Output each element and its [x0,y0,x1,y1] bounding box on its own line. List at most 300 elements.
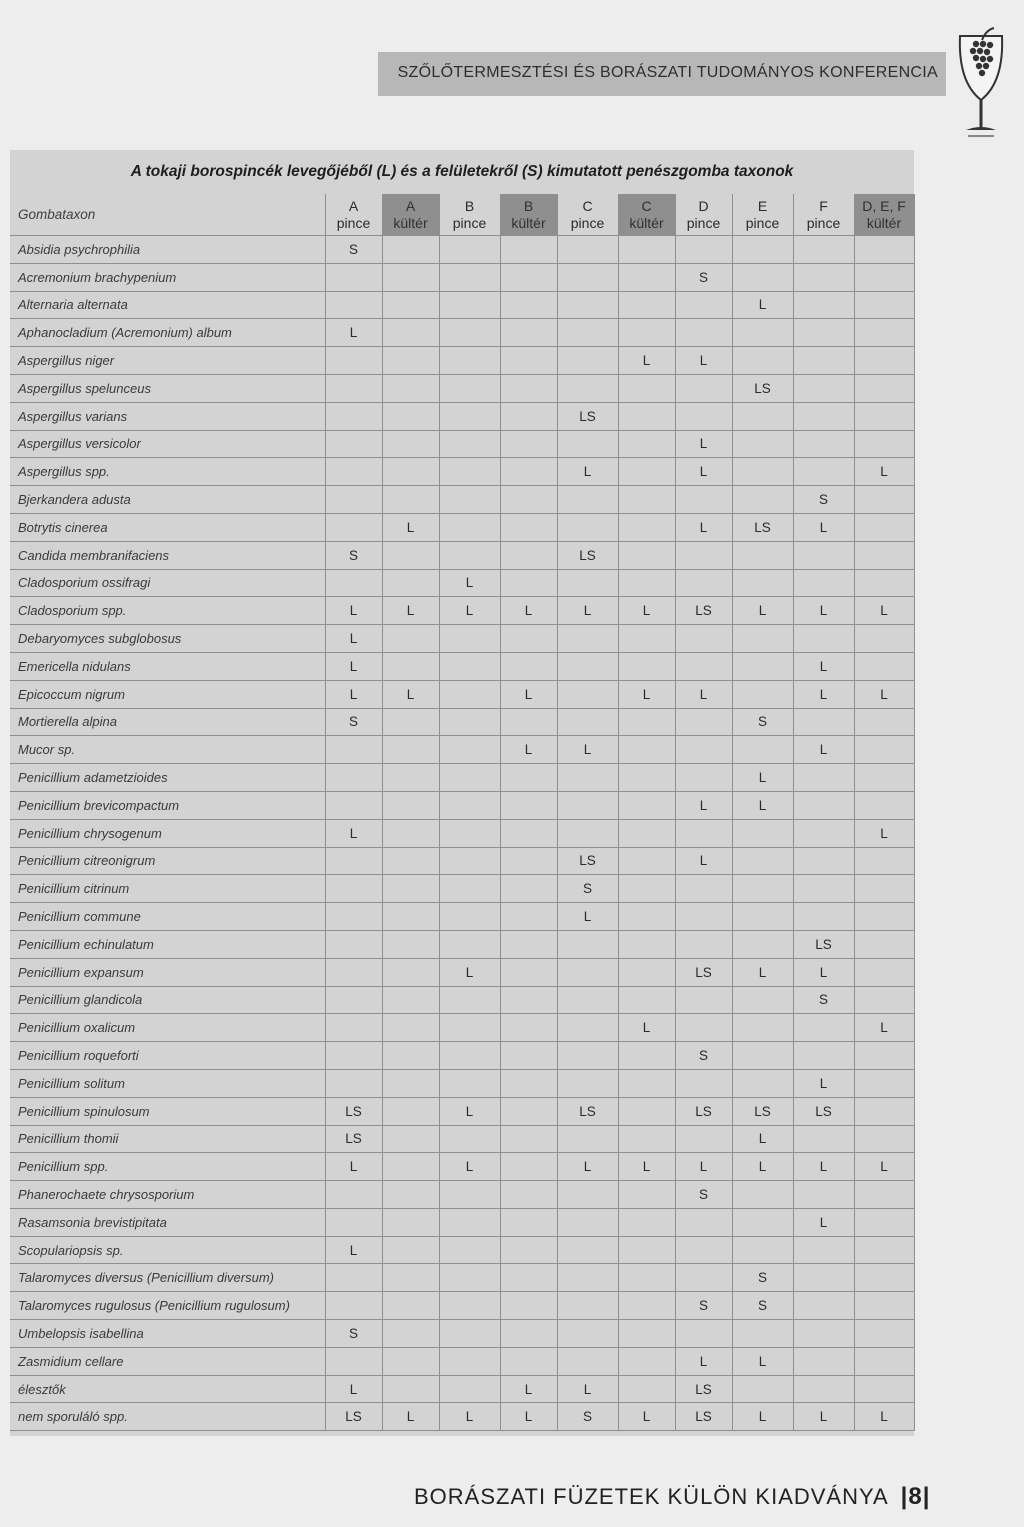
occurrence-cell [793,291,854,319]
column-header [854,194,914,236]
occurrence-cell [325,1042,382,1070]
occurrence-cell [732,625,793,653]
table-row [10,1181,914,1209]
occurrence-cell [675,875,732,903]
occurrence-cell [618,430,675,458]
table-row [10,652,914,680]
occurrence-cell [732,347,793,375]
occurrence-cell: S [557,1403,618,1431]
occurrence-cell [618,319,675,347]
occurrence-cell: L [675,513,732,541]
occurrence-cell: L [675,680,732,708]
occurrence-cell [675,625,732,653]
occurrence-cell: S [675,1292,732,1320]
occurrence-cell [439,903,500,931]
table-row [10,1042,914,1070]
occurrence-cell [325,903,382,931]
occurrence-cell [793,1125,854,1153]
taxon-name: Penicillium oxalicum [10,1014,325,1042]
occurrence-cell: LS [732,513,793,541]
occurrence-cell: L [325,319,382,347]
table-row [10,1014,914,1042]
occurrence-cell [382,402,439,430]
occurrence-cell [382,736,439,764]
occurrence-cell [675,652,732,680]
table-row [10,597,914,625]
occurrence-cell [793,1375,854,1403]
occurrence-cell [793,1320,854,1348]
occurrence-cell [500,1347,557,1375]
occurrence-cell: LS [793,1097,854,1125]
occurrence-cell [618,513,675,541]
occurrence-cell [675,708,732,736]
occurrence-cell: S [325,708,382,736]
taxon-name: Penicillium spp. [10,1153,325,1181]
occurrence-cell: L [557,903,618,931]
taxon-name: Penicillium expansum [10,958,325,986]
occurrence-cell: L [793,1153,854,1181]
occurrence-cell [793,791,854,819]
occurrence-cell [325,430,382,458]
column-header-site: B [464,197,475,214]
occurrence-cell [557,1320,618,1348]
occurrence-cell [500,374,557,402]
taxon-name: Epicoccum nigrum [10,680,325,708]
occurrence-cell: L [557,1375,618,1403]
table-row [10,263,914,291]
publication-name: BORÁSZATI FÜZETEK KÜLÖN KIADVÁNYA [414,1484,888,1509]
occurrence-cell [854,486,914,514]
occurrence-cell [382,791,439,819]
occurrence-cell [382,875,439,903]
occurrence-cell [382,625,439,653]
occurrence-cell [854,347,914,375]
occurrence-cell [618,1097,675,1125]
occurrence-cell [793,236,854,264]
column-header-site: D [698,197,709,214]
occurrence-cell: L [557,458,618,486]
occurrence-cell [793,1014,854,1042]
column-header-location: pince [570,214,605,231]
occurrence-cell [439,930,500,958]
table-row [10,736,914,764]
occurrence-cell [618,1208,675,1236]
occurrence-cell [325,458,382,486]
occurrence-cell: L [675,847,732,875]
page-number: |8| [900,1483,931,1510]
occurrence-cell [854,291,914,319]
occurrence-cell [732,1042,793,1070]
occurrence-cell: L [500,597,557,625]
occurrence-cell: L [793,652,854,680]
occurrence-cell [382,1069,439,1097]
column-header-location: kültér [866,214,902,231]
occurrence-cell [439,236,500,264]
occurrence-cell [557,680,618,708]
fungal-taxa-table [10,150,914,1436]
occurrence-cell [439,263,500,291]
occurrence-cell [500,1153,557,1181]
occurrence-cell [618,708,675,736]
taxon-name: Mucor sp. [10,736,325,764]
occurrence-cell: S [325,236,382,264]
table-row [10,319,914,347]
taxon-name: Scopulariopsis sp. [10,1236,325,1264]
occurrence-cell [439,764,500,792]
occurrence-cell [557,319,618,347]
occurrence-cell [732,819,793,847]
occurrence-cell [854,986,914,1014]
occurrence-cell [675,1014,732,1042]
occurrence-cell [854,1208,914,1236]
occurrence-cell [793,458,854,486]
occurrence-cell [500,708,557,736]
occurrence-cell [732,986,793,1014]
column-header-site: C [582,197,593,214]
occurrence-cell [793,764,854,792]
occurrence-cell: LS [325,1097,382,1125]
occurrence-cell: L [325,680,382,708]
occurrence-cell [439,1236,500,1264]
occurrence-cell [854,652,914,680]
occurrence-cell [557,791,618,819]
occurrence-cell: L [557,597,618,625]
occurrence-cell [439,847,500,875]
occurrence-cell [854,1069,914,1097]
occurrence-cell [500,458,557,486]
occurrence-cell [500,1042,557,1070]
taxon-name: Mortierella alpina [10,708,325,736]
occurrence-cell [618,986,675,1014]
taxon-name: Penicillium citreonigrum [10,847,325,875]
column-header-taxon: Gombataxon [10,194,325,236]
occurrence-cell [500,1014,557,1042]
occurrence-cell [854,236,914,264]
taxon-name: Zasmidium cellare [10,1347,325,1375]
column-header-location: pince [336,214,371,231]
occurrence-cell [382,1153,439,1181]
occurrence-cell [325,1264,382,1292]
table-row [10,1264,914,1292]
occurrence-cell [732,1208,793,1236]
occurrence-cell [854,1042,914,1070]
taxon-name: Acremonium brachypenium [10,263,325,291]
occurrence-cell [500,1208,557,1236]
occurrence-cell [793,402,854,430]
occurrence-cell [618,541,675,569]
table-row [10,1097,914,1125]
occurrence-cell [439,1208,500,1236]
occurrence-cell [439,875,500,903]
table-row [10,541,914,569]
occurrence-cell [557,1264,618,1292]
occurrence-cell [500,1320,557,1348]
occurrence-cell [618,458,675,486]
occurrence-cell [854,1181,914,1209]
column-header [618,194,675,236]
occurrence-cell [382,1320,439,1348]
occurrence-cell: L [439,1153,500,1181]
occurrence-cell: L [854,1153,914,1181]
occurrence-cell [382,986,439,1014]
table-row [10,402,914,430]
occurrence-cell [732,847,793,875]
occurrence-cell: L [382,597,439,625]
occurrence-cell [618,847,675,875]
occurrence-cell: L [854,458,914,486]
occurrence-cell [618,486,675,514]
table-row [10,1403,914,1431]
occurrence-cell [500,986,557,1014]
occurrence-cell [557,1208,618,1236]
occurrence-cell [500,875,557,903]
table-row [10,1236,914,1264]
occurrence-cell [382,1264,439,1292]
occurrence-cell [382,374,439,402]
occurrence-cell [675,319,732,347]
occurrence-cell [325,791,382,819]
occurrence-cell: L [618,1403,675,1431]
occurrence-cell [325,486,382,514]
occurrence-cell: L [325,1236,382,1264]
occurrence-cell [382,1208,439,1236]
occurrence-cell: S [793,986,854,1014]
table-row [10,930,914,958]
occurrence-cell [325,513,382,541]
occurrence-cell: L [439,569,500,597]
occurrence-cell [854,374,914,402]
occurrence-cell: L [675,1347,732,1375]
occurrence-cell [854,875,914,903]
occurrence-cell [732,458,793,486]
occurrence-cell [732,1014,793,1042]
taxon-name: Cladosporium ossifragi [10,569,325,597]
occurrence-cell [732,652,793,680]
occurrence-cell [854,1320,914,1348]
occurrence-cell [557,958,618,986]
occurrence-cell: L [732,791,793,819]
occurrence-cell [557,1181,618,1209]
occurrence-cell [439,430,500,458]
occurrence-cell [439,402,500,430]
occurrence-cell: LS [675,1097,732,1125]
column-header-site: A [405,197,416,214]
occurrence-cell [732,263,793,291]
column-header [439,194,500,236]
column-header [793,194,854,236]
occurrence-cell [854,736,914,764]
occurrence-cell [854,903,914,931]
taxon-name: Bjerkandera adusta [10,486,325,514]
occurrence-cell [500,1181,557,1209]
occurrence-cell [382,541,439,569]
occurrence-cell: LS [557,541,618,569]
occurrence-cell [618,402,675,430]
occurrence-cell [557,625,618,653]
occurrence-cell [557,1125,618,1153]
occurrence-cell: L [793,958,854,986]
occurrence-cell [382,291,439,319]
table-row [10,958,914,986]
occurrence-cell [500,1236,557,1264]
occurrence-cell [382,236,439,264]
occurrence-cell [793,875,854,903]
occurrence-cell [675,291,732,319]
occurrence-cell [854,764,914,792]
occurrence-cell [557,291,618,319]
column-header-location: pince [452,214,487,231]
taxon-name: Aspergillus varians [10,402,325,430]
occurrence-cell: S [732,708,793,736]
taxon-name: Penicillium roqueforti [10,1042,325,1070]
occurrence-cell [325,847,382,875]
occurrence-cell [732,736,793,764]
occurrence-cell [325,930,382,958]
occurrence-cell [500,819,557,847]
occurrence-cell [618,1069,675,1097]
table-row [10,819,914,847]
occurrence-cell [439,1069,500,1097]
occurrence-cell [557,1014,618,1042]
occurrence-cell [854,430,914,458]
occurrence-cell [675,819,732,847]
occurrence-cell: L [732,597,793,625]
occurrence-cell [732,930,793,958]
column-header-location: kültér [393,214,428,231]
occurrence-cell [557,486,618,514]
occurrence-cell [793,374,854,402]
occurrence-cell: L [618,597,675,625]
occurrence-cell [854,1292,914,1320]
taxon-name: Penicillium echinulatum [10,930,325,958]
occurrence-cell [618,652,675,680]
occurrence-cell: S [793,486,854,514]
occurrence-cell: LS [675,1375,732,1403]
occurrence-cell [325,986,382,1014]
occurrence-cell [854,625,914,653]
taxon-name: Aspergillus niger [10,347,325,375]
occurrence-cell [557,1292,618,1320]
occurrence-cell [854,513,914,541]
occurrence-cell: S [675,1181,732,1209]
occurrence-cell [439,1042,500,1070]
occurrence-cell [325,569,382,597]
occurrence-cell [500,847,557,875]
taxon-name: Penicillium solitum [10,1069,325,1097]
occurrence-cell [854,1347,914,1375]
occurrence-cell [732,1375,793,1403]
table-row [10,513,914,541]
occurrence-cell: S [675,1042,732,1070]
occurrence-cell [618,1375,675,1403]
occurrence-cell [793,541,854,569]
occurrence-cell [500,486,557,514]
occurrence-cell: L [500,1403,557,1431]
occurrence-cell [854,708,914,736]
table-row [10,1208,914,1236]
column-header [382,194,439,236]
occurrence-cell [793,347,854,375]
occurrence-cell [500,903,557,931]
occurrence-cell [854,1236,914,1264]
occurrence-cell [500,1097,557,1125]
occurrence-cell [500,930,557,958]
occurrence-cell [439,1375,500,1403]
occurrence-cell [382,263,439,291]
taxon-name: Rasamsonia brevistipitata [10,1208,325,1236]
taxon-name: Alternaria alternata [10,291,325,319]
occurrence-cell [854,1125,914,1153]
occurrence-cell: L [618,680,675,708]
occurrence-cell [618,958,675,986]
occurrence-cell [439,1014,500,1042]
occurrence-cell [439,1320,500,1348]
occurrence-cell [854,541,914,569]
occurrence-cell: LS [732,1097,793,1125]
occurrence-cell [675,764,732,792]
column-header-location: kültér [511,214,546,231]
occurrence-cell [439,541,500,569]
column-header [500,194,557,236]
table-row [10,569,914,597]
occurrence-cell [500,958,557,986]
occurrence-cell [500,625,557,653]
occurrence-cell [793,1236,854,1264]
occurrence-cell [557,347,618,375]
occurrence-cell: LS [675,1403,732,1431]
occurrence-cell [732,903,793,931]
occurrence-cell [732,541,793,569]
occurrence-cell: S [732,1292,793,1320]
occurrence-cell [557,708,618,736]
occurrence-cell [557,819,618,847]
occurrence-cell: L [439,597,500,625]
occurrence-cell: L [439,1097,500,1125]
occurrence-cell [557,236,618,264]
occurrence-cell [732,319,793,347]
column-header [675,194,732,236]
occurrence-cell: L [793,513,854,541]
occurrence-cell [732,1236,793,1264]
occurrence-cell [439,347,500,375]
occurrence-cell [439,625,500,653]
occurrence-cell [325,764,382,792]
occurrence-cell [793,430,854,458]
occurrence-cell [439,1292,500,1320]
occurrence-cell: LS [325,1125,382,1153]
taxon-name: Aspergillus versicolor [10,430,325,458]
column-header-location: pince [745,214,780,231]
occurrence-cell: L [557,736,618,764]
occurrence-cell [675,236,732,264]
occurrence-cell [557,263,618,291]
occurrence-cell [439,819,500,847]
occurrence-cell: L [439,958,500,986]
taxon-name: Penicillium citrinum [10,875,325,903]
occurrence-cell: L [793,1208,854,1236]
occurrence-cell [675,1208,732,1236]
occurrence-cell [500,513,557,541]
occurrence-cell [500,1292,557,1320]
occurrence-cell: L [854,819,914,847]
occurrence-cell [382,319,439,347]
occurrence-cell [557,1236,618,1264]
occurrence-cell: L [675,458,732,486]
occurrence-cell: L [732,1403,793,1431]
occurrence-cell: L [854,597,914,625]
occurrence-cell [793,1181,854,1209]
occurrence-cell [325,736,382,764]
